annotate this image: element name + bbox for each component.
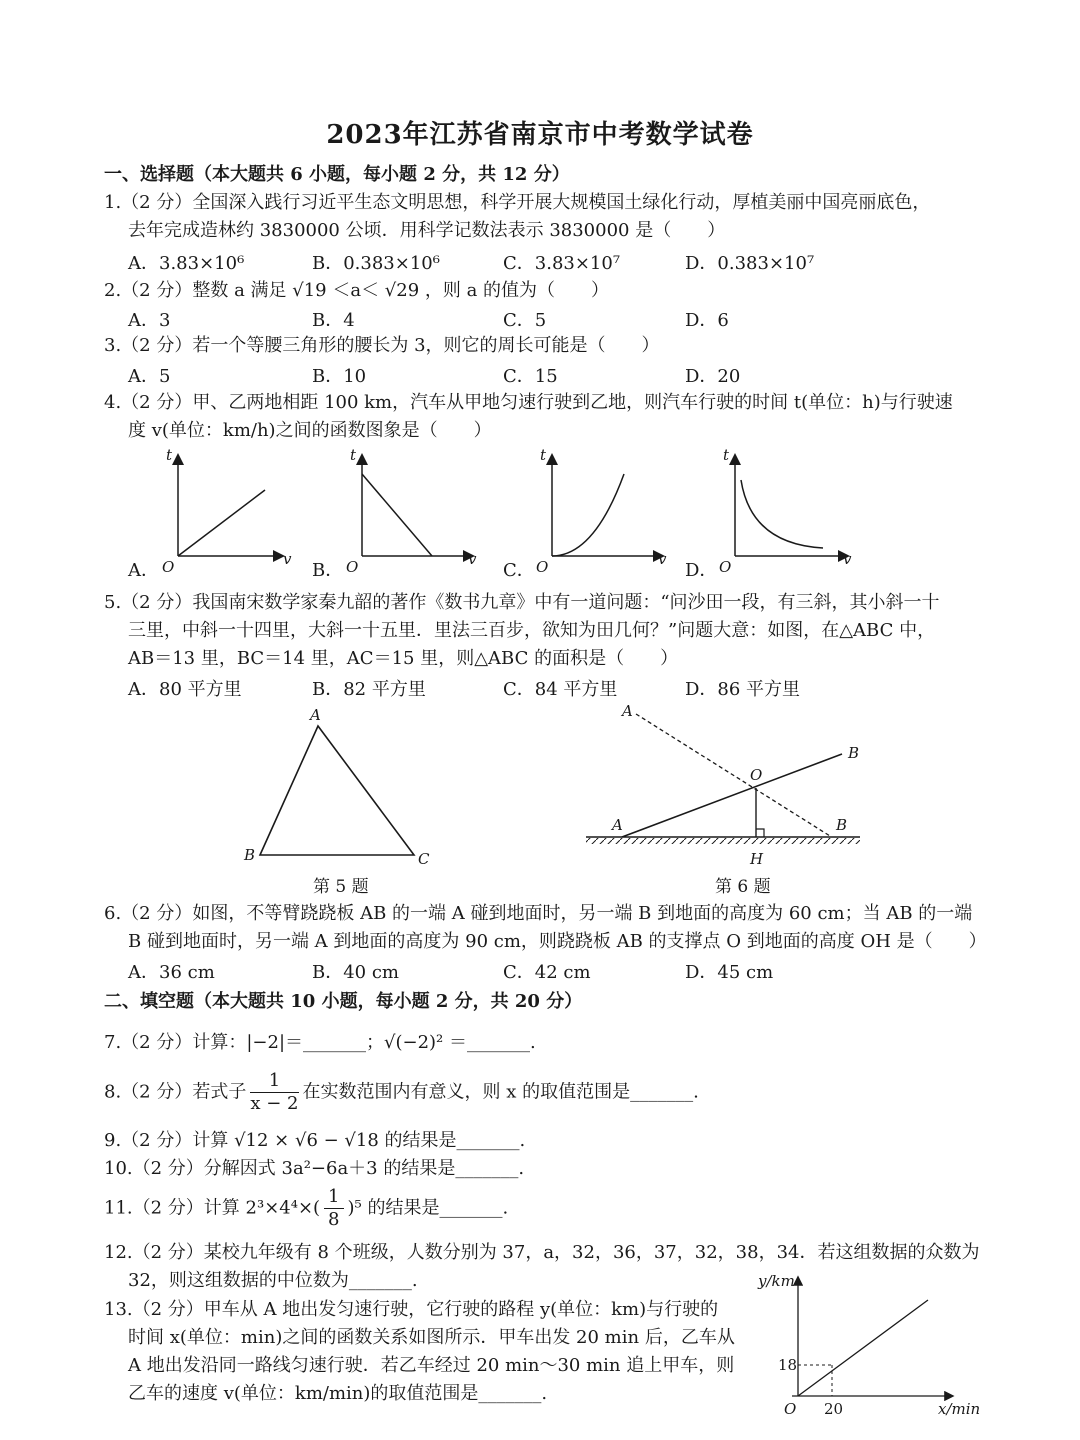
graph-d-axis-t: t [723,446,730,464]
question-11-pre: 11.（2 分）计算 2³×4⁴×( [104,1197,321,1219]
question-1-option-c: C．3.83×10⁷ [503,253,621,274]
question-2-option-b: B．4 [312,310,355,331]
graph-d-axis-v: v [843,550,852,568]
question-12-line-2: 32，则这组数据的中位数为_______. [128,1270,418,1291]
question-13-line-2: 时间 x(单位：min)之间的函数关系如图所示．甲车出发 20 min 后，乙车从 [128,1327,735,1348]
question-5-option-b: B．82 平方里 [312,679,426,700]
question-1-option-b: B．0.383×10⁶ [312,253,440,274]
question-13-line-3: A 地出发沿同一路线匀速行驶．若乙车经过 20 min～30 min 追上甲车，则 [128,1355,735,1376]
figure-5-vertex-b: B [244,846,256,864]
question-4-option-b: B． [312,560,344,581]
figure-13-xtick: 20 [824,1400,844,1418]
question-9: 9.（2 分）计算 √12 × √6 − √18 的结果是_______. [104,1130,526,1151]
graph-a-axis-t: t [166,446,173,464]
question-5-line-1: 5.（2 分）我国南宋数学家秦九韶的著作《数书九章》中有一道问题：“问沙田一段，有三斜，其小斜一十 [104,592,940,613]
graph-b-axis-v: v [468,550,477,568]
question-11-fraction: $\frac{1}{8}$ [324,1186,343,1231]
figure-5-caption: 第 5 题 [313,877,369,897]
question-3-option-d: D．20 [685,366,741,387]
graph-b [334,446,479,576]
question-10: 10.（2 分）分解因式 3a²−6a＋3 的结果是_______. [104,1158,525,1179]
graph-d-origin: O [719,558,732,576]
graph-c-origin: O [536,558,549,576]
figure-13-ylabel: y/km [758,1272,795,1290]
graph-a-axis-v: v [283,550,292,568]
figure-6-label-a-bottom: A [612,816,623,834]
question-1-option-d: D．0.383×10⁷ [685,253,815,274]
question-6-option-c: C．42 cm [503,962,591,983]
question-3-option-c: C．15 [503,366,558,387]
question-2-option-a: A．3 [128,310,171,331]
figure-6-caption: 第 6 题 [715,877,771,897]
question-7: 7.（2 分）计算：|−2|＝_______；√(−2)² ＝_______. [104,1032,536,1053]
question-5-line-2: 三里，中斜一十四里，大斜一十五里．里法三百步，欲知为田几何？”问题大意：如图，在△ABC 中， [128,620,936,641]
figure-6-label-b-top: B [848,744,860,762]
question-8 [104,1070,699,1115]
question-5-option-c: C．84 平方里 [503,679,618,700]
question-6-option-b: B．40 cm [312,962,400,983]
question-13-line-4: 乙车的速度 v(单位：km/min)的取值范围是_______. [128,1383,548,1404]
question-1-line-1: 1.（2 分）全国深入践行习近平生态文明思想，科学开展大规模国土绿化行动，厚植美丽中国亮丽底色， [104,192,931,213]
graph-b-origin: O [346,558,359,576]
question-5-line-3: AB＝13 里，BC＝14 里，AC＝15 里，则△ABC 的面积是（ ） [128,648,679,669]
figure-6-label-b-bottom: B [836,816,848,834]
graph-a [150,446,290,576]
figure-13-graph [752,1268,982,1420]
question-5-option-a: A．80 平方里 [128,679,242,700]
question-4-line-2: 度 v(单位：km/h)之间的函数图象是（ ） [128,420,492,441]
question-11 [104,1186,508,1231]
question-13-line-1: 13.（2 分）甲车从 A 地出发匀速行驶，它行驶的路程 y(单位：km)与行驶的 [104,1299,719,1320]
question-5-option-d: D．86 平方里 [685,679,801,700]
question-1-line-2: 去年完成造林约 3830000 公顷．用科学记数法表示 3830000 是（ ） [128,220,726,241]
graph-b-axis-t: t [350,446,357,464]
figure-6-seesaw [580,696,880,871]
section-heading-choice: 一、选择题（本大题共 6 小题，每小题 2 分，共 12 分） [104,164,570,185]
question-6-line-2: B 碰到地面时，另一端 A 到地面的高度为 90 cm，则跷跷板 AB 的支撑点 O 到地面的高度 OH 是（ ） [128,931,987,952]
question-1-option-a: A．3.83×10⁶ [128,253,245,274]
figure-13-ytick: 18 [778,1356,798,1374]
question-2-option-c: C．5 [503,310,547,331]
page-title: 2023年江苏省南京市中考数学试卷 [326,120,754,150]
question-4-line-1: 4.（2 分）甲、乙两地相距 100 km，汽车从甲地匀速行驶到乙地，则汽车行驶的时间 t(单位：h)与行驶速 [104,392,953,413]
graph-c-axis-t: t [540,446,547,464]
question-6-line-1: 6.（2 分）如图，不等臂跷跷板 AB 的一端 A 碰到地面时，另一端 B 到地面的高度为 60 cm；当 AB 的一端 [104,903,973,924]
question-2-line-1: 2.（2 分）整数 a 满足 √19 ＜a＜ √29 ，则 a 的值为（ ） [104,280,610,301]
question-4-option-c: C． [503,560,535,581]
question-11-post: )⁵ 的结果是_______. [347,1197,509,1219]
question-3-option-a: A．5 [128,366,171,387]
question-12-line-1: 12.（2 分）某校九年级有 8 个班级，人数分别为 37，a，32，36，37，32，38，34．若这组数据的众数为 [104,1242,980,1263]
question-6-option-a: A．36 cm [128,962,215,983]
figure-6-label-h: H [750,850,764,868]
question-4-option-d: D． [685,560,718,581]
question-6-option-d: D．45 cm [685,962,774,983]
figure-6-label-a-top: A [622,702,633,720]
question-3-line-1: 3.（2 分）若一个等腰三角形的腰长为 3，则它的周长可能是（ ） [104,335,660,356]
graph-c [524,446,669,576]
question-2-option-d: D．6 [685,310,729,331]
figure-5-vertex-c: C [418,850,430,868]
question-4-option-a: A． [128,560,159,581]
question-8-fraction: $\frac{1}{x - 2}$ [250,1070,299,1114]
figure-5-triangle [238,702,438,872]
section-heading-fill: 二、填空题（本大题共 10 小题，每小题 2 分，共 20 分） [104,991,583,1012]
graph-a-origin: O [162,558,175,576]
question-8-pre: 8.（2 分）若式子 [104,1081,247,1103]
graph-d [707,446,855,576]
question-8-post: 在实数范围内有意义，则 x 的取值范围是_______. [302,1081,699,1103]
question-3-option-b: B．10 [312,366,367,387]
graph-c-axis-v: v [658,550,667,568]
figure-13-origin: O [784,1400,797,1418]
figure-6-label-o: O [750,766,763,784]
figure-13-xlabel: x/min [938,1400,981,1418]
figure-5-vertex-a: A [310,706,321,724]
